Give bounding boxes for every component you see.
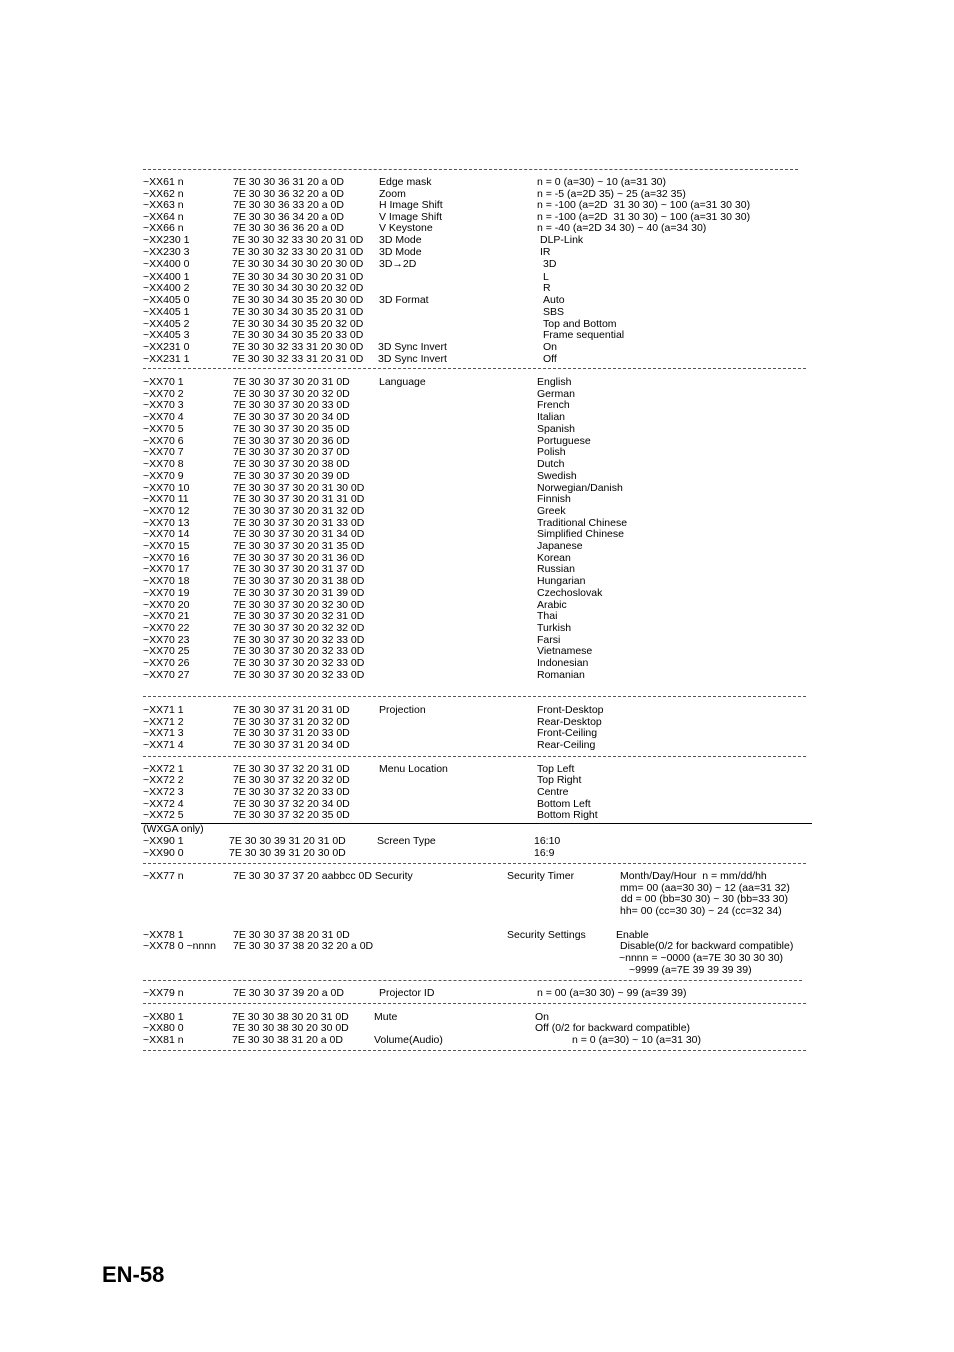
command-hex: 7E 30 30 36 33 20 a 0D [233,199,344,211]
command-hex: 7E 30 30 37 30 20 31 38 0D [233,575,365,587]
command-hex: 7E 30 30 37 30 20 36 0D [233,435,350,447]
command-code: ~XX400 0 [143,258,190,270]
function-name: Disable(0/2 for backward compatible) [620,940,794,952]
command-hex: 7E 30 30 37 31 20 32 0D [233,716,350,728]
function-name: Zoom [379,188,406,200]
section-divider [143,696,806,697]
function-name: Russian [537,563,575,575]
command-code: ~XX71 1 [143,704,184,716]
command-code: ~XX64 n [143,211,184,223]
command-code: ~XX72 2 [143,774,184,786]
description: DLP-Link [540,234,584,246]
function-name: Finnish [537,493,571,505]
command-hex: 7E 30 30 32 33 30 20 31 0D [232,246,364,258]
command-code: ~XX78 1 [143,929,184,941]
command-code: ~XX80 1 [143,1011,184,1023]
description: n = 00 (a=30 30) ~ 99 (a=39 39) [537,987,687,999]
command-hex: 7E 30 30 37 31 20 33 0D [233,727,350,739]
command-hex: 7E 30 30 37 30 20 32 33 0D [233,657,365,669]
command-code: ~XX70 15 [143,540,190,552]
function-name: Korean [537,552,571,564]
function-name: Security Timer [507,870,575,882]
function-name: Projection [379,704,426,716]
section-divider [143,980,802,981]
command-code: ~XX90 1 [143,835,184,847]
command-code: ~XX70 20 [143,599,190,611]
description: Top Left [537,763,575,775]
function-name: French [537,399,570,411]
function-name: Italian [537,411,566,423]
command-hex: 7E 30 30 36 34 20 a 0D [233,211,344,223]
function-name: Japanese [537,540,583,552]
section-divider [143,169,798,170]
command-hex: 7E 30 30 37 30 20 31 39 0D [233,587,365,599]
command-hex: 7E 30 30 37 38 20 31 0D [233,929,350,941]
function-name: Rear-Ceiling [537,739,596,751]
command-hex: 7E 30 30 36 32 20 a 0D [233,188,344,200]
function-name: Simplified Chinese [537,528,624,540]
command-hex: 7E 30 30 37 30 20 39 0D [233,470,350,482]
command-code: ~XX70 9 [143,470,184,482]
command-hex: 7E 30 30 37 30 20 31 31 0D [233,493,365,505]
function-name: Edge mask [379,176,432,188]
function-name: Farsi [537,634,561,646]
description: n = -40 (a=2D 34 30) ~ 40 (a=34 30) [537,222,707,234]
command-code: ~XX231 0 [143,341,190,353]
command-code: ~XX72 1 [143,763,184,775]
command-code: ~XX71 2 [143,716,184,728]
function-name: Volume(Audio) [374,1034,443,1046]
command-hex: 7E 30 30 37 30 20 32 33 0D [233,669,365,681]
section-divider [143,1003,806,1004]
command-hex: 7E 30 30 32 33 30 20 31 0D [232,234,364,246]
function-name: 3D Sync Invert [378,341,447,353]
function-name: Language [379,376,426,388]
command-code: ~XX70 6 [143,435,184,447]
function-name: Top Right [537,774,582,786]
command-code: ~XX230 1 [143,234,190,246]
command-hex: 7E 30 30 37 30 20 31 0D [233,376,350,388]
function-name: 3D Mode [379,246,422,258]
command-code: ~XX405 2 [143,318,190,330]
section-divider [143,1050,806,1051]
description: English [537,376,572,388]
command-hex: 7E 30 30 37 37 20 aabbcc 0D Security [233,870,413,882]
command-hex: 7E 30 30 37 32 20 33 0D [233,786,350,798]
command-hex: 7E 30 30 37 31 20 34 0D [233,739,350,751]
command-hex: 7E 30 30 32 33 31 20 30 0D [232,341,364,353]
command-hex: 7E 30 30 37 30 20 33 0D [233,399,350,411]
description: n = -100 (a=2D 31 30 30) ~ 100 (a=31 30 30) [537,211,751,223]
command-hex: 7E 30 30 34 30 35 20 33 0D [232,329,364,341]
function-name: Screen Type [377,835,436,847]
function-name: Mute [374,1011,398,1023]
command-hex: 7E 30 30 37 32 20 31 0D [233,763,350,775]
function-name: Dutch [537,458,565,470]
command-code: ~XX72 3 [143,786,184,798]
function-name: Arabic [537,599,567,611]
command-hex: 7E 30 30 37 30 20 32 30 0D [233,599,365,611]
function-name: 3D→2D [379,258,417,270]
command-code: ~XX70 12 [143,505,190,517]
function-name: Security Settings [507,929,586,941]
command-hex: 7E 30 30 34 30 35 20 31 0D [232,306,364,318]
command-code: ~XX405 1 [143,306,190,318]
command-code: ~XX405 3 [143,329,190,341]
command-hex: 7E 30 30 37 30 20 34 0D [233,411,350,423]
command-code: ~XX70 11 [143,493,189,505]
command-code: ~XX70 1 [143,376,184,388]
command-code: ~XX70 14 [143,528,190,540]
command-hex: 7E 30 30 38 31 20 a 0D [232,1034,343,1046]
function-name: German [537,388,575,400]
command-hex: 7E 30 30 37 32 20 35 0D [233,809,350,821]
command-code: ~XX62 n [143,188,184,200]
table-note: ~nnnn = ~0000 (a=7E 30 30 30 30) [619,952,784,964]
command-code: ~XX70 4 [143,411,184,423]
table-note: ~9999 (a=7E 39 39 39 39) [629,964,752,976]
command-code: ~XX70 25 [143,645,190,657]
function-name: Czechoslovak [537,587,603,599]
command-code: ~XX70 2 [143,388,184,400]
command-hex: 7E 30 30 39 31 20 31 0D [229,835,346,847]
description: Auto [543,294,565,306]
command-code: ~XX70 13 [143,517,190,529]
table-note: mm= 00 (aa=30 30) ~ 12 (aa=31 32) [620,882,790,894]
function-name: Menu Location [379,763,448,775]
command-code: ~XX405 0 [143,294,190,306]
command-code: ~XX72 5 [143,809,184,821]
command-hex: 7E 30 30 36 36 20 a 0D [233,222,344,234]
function-name: V Keystone [379,222,433,234]
command-code: ~XX79 n [143,987,184,999]
function-name: 3D Format [379,294,429,306]
command-hex: 7E 30 30 37 30 20 35 0D [233,423,350,435]
command-hex: 7E 30 30 37 30 20 32 0D [233,388,350,400]
command-code: ~XX70 16 [143,552,190,564]
command-hex: 7E 30 30 37 30 20 32 33 0D [233,645,365,657]
command-code: ~XX72 4 [143,798,184,810]
command-hex: 7E 30 30 37 30 20 38 0D [233,458,350,470]
section-divider [141,823,812,824]
command-hex: 7E 30 30 37 32 20 32 0D [233,774,350,786]
function-name: Indonesian [537,657,589,669]
function-name: Traditional Chinese [537,517,628,529]
command-code: ~XX70 19 [143,587,190,599]
description: n = 0 (a=30) ~ 10 (a=31 30) [537,176,667,188]
command-code: ~XX70 27 [143,669,190,681]
function-name: Off (0/2 for backward compatible) [535,1022,691,1034]
section-divider [143,368,806,369]
command-hex: 7E 30 30 37 30 20 31 36 0D [233,552,365,564]
section-divider [143,863,806,864]
function-name: 16:9 [534,847,555,859]
command-hex: 7E 30 30 38 30 20 31 0D [232,1011,349,1023]
function-name: Rear-Desktop [537,716,602,728]
function-name: Swedish [537,470,577,482]
command-hex: 7E 30 30 37 39 20 a 0D [233,987,344,999]
command-hex: 7E 30 30 37 30 20 32 32 0D [233,622,365,634]
command-hex: 7E 30 30 34 30 30 20 31 0D [232,271,364,283]
command-hex: 7E 30 30 37 30 20 31 30 0D [233,482,365,494]
command-code: ~XX70 5 [143,423,184,435]
description: Enable [616,929,649,941]
command-code: ~XX61 n [143,176,184,188]
command-hex: 7E 30 30 32 33 31 20 31 0D [232,353,364,365]
command-code: ~XX70 10 [143,482,190,494]
function-name: Bottom Right [537,809,598,821]
function-name: Romanian [537,669,585,681]
command-code: ~XX231 1 [143,353,190,365]
function-name: 3D Sync Invert [378,353,447,365]
command-code: ~XX81 n [143,1034,184,1046]
command-hex: 7E 30 30 37 30 20 31 33 0D [233,517,365,529]
command-hex: 7E 30 30 37 30 20 32 33 0D [233,634,365,646]
command-hex: 7E 30 30 39 31 20 30 0D [229,847,346,859]
command-hex: 7E 30 30 37 31 20 31 0D [233,704,350,716]
description: On [543,341,558,353]
description: n = -5 (a=2D 35) ~ 25 (a=32 35) [537,188,686,200]
table-note: (WXGA only) [143,823,204,835]
function-name: L [543,271,549,283]
command-hex: 7E 30 30 34 30 35 20 30 0D [232,294,364,306]
command-hex: 7E 30 30 37 32 20 34 0D [233,798,350,810]
command-code: ~XX66 n [143,222,184,234]
description: Front-Desktop [537,704,604,716]
function-name: Turkish [537,622,572,634]
command-code: ~XX70 26 [143,657,190,669]
command-hex: 7E 30 30 38 30 20 30 0D [232,1022,349,1034]
command-code: ~XX400 2 [143,282,190,294]
command-hex: 7E 30 30 37 30 20 31 32 0D [233,505,365,517]
function-name: Bottom Left [537,798,591,810]
function-name: Norwegian/Danish [537,482,623,494]
description: 3D [543,258,557,270]
function-name: H Image Shift [379,199,443,211]
command-code: ~XX71 4 [143,739,184,751]
description: Month/Day/Hour n = mm/dd/hh [620,870,767,882]
command-hex: 7E 30 30 36 31 20 a 0D [233,176,344,188]
command-hex: 7E 30 30 34 30 30 20 30 0D [232,258,364,270]
command-code: ~XX63 n [143,199,184,211]
command-code: ~XX77 n [143,870,184,882]
command-hex: 7E 30 30 37 30 20 31 34 0D [233,528,365,540]
command-code: ~XX90 0 [143,847,184,859]
function-name: 3D Mode [379,234,422,246]
function-name: Projector ID [379,987,435,999]
command-code: ~XX400 1 [143,271,190,283]
function-name: Centre [537,786,569,798]
function-name: Front-Ceiling [537,727,598,739]
function-name: Top and Bottom [543,318,617,330]
description: On [535,1011,550,1023]
function-name: V Image Shift [379,211,443,223]
function-name: Hungarian [537,575,586,587]
function-name: Portuguese [537,435,591,447]
command-code: ~XX80 0 [143,1022,184,1034]
command-hex: 7E 30 30 37 30 20 32 31 0D [233,610,365,622]
command-code: ~XX78 0 ~nnnn [143,940,216,952]
description: n = -100 (a=2D 31 30 30) ~ 100 (a=31 30 30) [537,199,751,211]
page-number: EN-58 [102,1262,165,1287]
command-hex: 7E 30 30 37 30 20 37 0D [233,446,350,458]
command-hex: 7E 30 30 37 38 20 32 20 a 0D [233,940,374,952]
command-code: ~XX70 8 [143,458,184,470]
command-code: ~XX71 3 [143,727,184,739]
function-name: Thai [537,610,558,622]
command-code: ~XX230 3 [143,246,190,258]
command-hex: 7E 30 30 34 30 35 20 32 0D [232,318,364,330]
function-name: Vietnamese [537,645,593,657]
description: Off [543,353,557,365]
function-name: R [543,282,551,294]
command-code: ~XX70 3 [143,399,184,411]
function-name: Polish [537,446,566,458]
command-code: ~XX70 22 [143,622,190,634]
command-code: ~XX70 17 [143,563,190,575]
table-note: hh= 00 (cc=30 30) ~ 24 (cc=32 34) [620,905,782,917]
command-code: ~XX70 18 [143,575,190,587]
command-hex: 7E 30 30 37 30 20 31 35 0D [233,540,365,552]
function-name: SBS [543,306,565,318]
description: 16:10 [534,835,561,847]
command-code: ~XX70 23 [143,634,190,646]
section-divider [143,756,806,757]
command-code: ~XX70 21 [143,610,190,622]
description: n = 0 (a=30) ~ 10 (a=31 30) [572,1034,702,1046]
command-code: ~XX70 7 [143,446,184,458]
table-note: dd = 00 (bb=30 30) ~ 30 (bb=33 30) [621,893,788,905]
command-hex: 7E 30 30 34 30 30 20 32 0D [232,282,364,294]
function-name: Frame sequential [543,329,625,341]
function-name: Greek [537,505,566,517]
description: IR [540,246,551,258]
command-hex: 7E 30 30 37 30 20 31 37 0D [233,563,365,575]
function-name: Spanish [537,423,575,435]
